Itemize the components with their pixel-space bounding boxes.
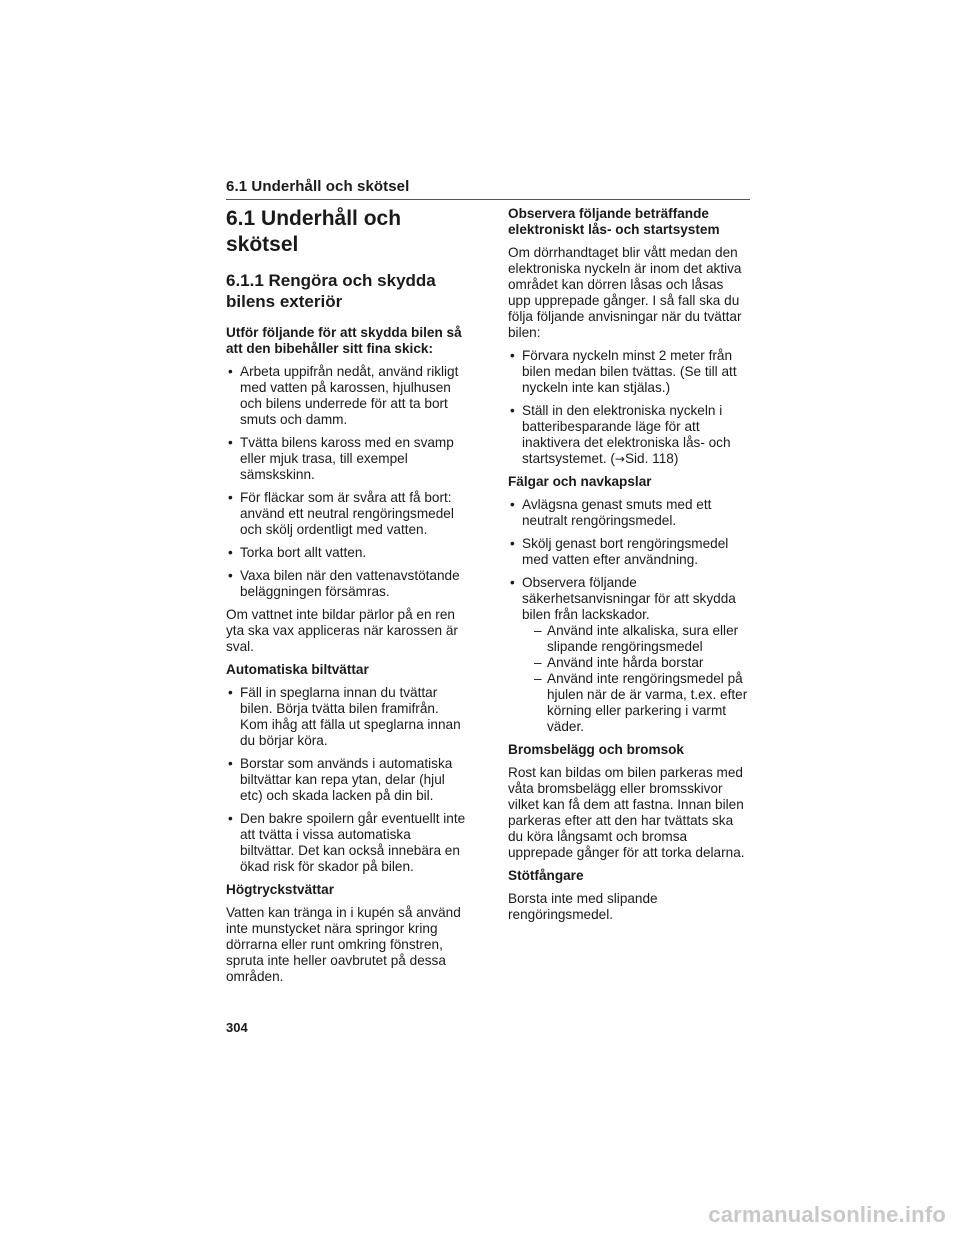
smart-key-list <box>508 348 748 467</box>
left-column <box>226 206 466 992</box>
page-number: 304 <box>226 1020 248 1035</box>
heading-smart-key-system: Observera följande beträffande elektroniskt lås- och startsystem <box>508 206 720 237</box>
arrow-right-icon: → <box>614 452 625 466</box>
automatic-car-wash-list <box>226 685 466 875</box>
list-item: • Vaxa bilen när den vattenavstötande beläggningen försämras. <box>226 568 466 600</box>
sublist-item: – Använd inte rengöringsmedel på hjulen när de är varma, t.ex. efter körning eller parkering i varmt väder. <box>522 671 748 735</box>
list-item: • Borstar som används i automatiska biltvättar kan repa ytan, delar (hjul etc) och skada lacken på din bil. <box>226 756 466 804</box>
wheels-list <box>508 497 748 735</box>
list-item: • Skölj genast bort rengöringsmedel med vatten efter användning. <box>508 536 748 568</box>
running-header: 6.1 Underhåll och skötsel <box>226 178 750 200</box>
list-item-with-reference <box>508 403 748 467</box>
heading-pressure-washer: Högtryckstvättar <box>226 882 335 897</box>
right-column <box>508 206 748 930</box>
list-item: • Torka bort allt vatten. <box>226 545 466 561</box>
list-item: • Arbeta uppifrån nedåt, använd rikligt med vatten på karossen, hjulhusen och bilens underrede för att ta bort smuts och damm. <box>226 364 466 428</box>
heading-automatic-car-wash: Automatiska biltvättar <box>226 662 369 677</box>
intro-heading: Utför följande för att skydda bilen så att den bibehåller sitt fina skick: <box>226 325 462 356</box>
list-item: • Fäll in speglarna innan du tvättar bilen. Börja tvätta bilen framifrån. Kom ihåg att fälla ut speglarna innan du börjar köra. <box>226 685 466 749</box>
subsection-title: 6.1.1 Rengöra och skydda bilens exteriör <box>226 271 436 311</box>
heading-brakes: Bromsbelägg och bromsok <box>508 742 684 757</box>
smart-key-paragraph: Om dörrhandtaget blir vått medan den elektroniska nyckeln är inom det aktiva området kan dörren låsas och låsas upp upprepade gånger. I så fall ska du följa följande anvisningar när du tvättar bilen: <box>508 245 742 340</box>
brakes-paragraph: Rost kan bildas om bilen parkeras med våta bromsbelägg eller bromsskivor vilket kan få dem att fastna. Innan bilen parkeras efter att den har tvättats ska du köra långsamt och bromsa upprepade gånger för att torka delarna. <box>508 765 745 860</box>
heading-wheels: Fälgar och navkapslar <box>508 474 652 489</box>
wax-paragraph: Om vattnet inte bildar pärlor på en ren yta ska vax appliceras när karossen är sval. <box>226 607 458 654</box>
list-item: • Den bakre spoilern går eventuellt inte att tvätta i vissa automatiska biltvättar. Det kan också innebära en ökad risk för skador på bilen. <box>226 811 466 875</box>
section-title: 6.1 Underhåll och skötsel <box>226 207 402 256</box>
list-item: • Avlägsna genast smuts med ett neutralt rengöringsmedel. <box>508 497 748 529</box>
list-item: • För fläckar som är svåra att få bort: använd ett neutral rengöringsmedel och skölj ordentligt med vatten. <box>226 490 466 538</box>
list-item: • Tvätta bilens kaross med en svamp eller mjuk trasa, till exempel sämskskinn. <box>226 435 466 483</box>
pressure-washer-paragraph: Vatten kan tränga in i kupén så använd inte munstycket nära springor kring dörrarna eller runt omkring fönstren, spruta inte heller oavbrutet på dessa områden. <box>226 905 461 984</box>
list-item-text: • Observera följande säkerhetsanvisningar för att skydda bilen från lackskador. <box>522 575 736 622</box>
bumper-paragraph: Borsta inte med slipande rengöringsmedel. <box>508 891 658 922</box>
cleaning-steps-list <box>226 364 466 600</box>
heading-bumper: Stötfångare <box>508 868 584 883</box>
list-item: • Förvara nyckeln minst 2 meter från bilen medan bilen tvättas. (Se till att nyckeln inte kan stjälas.) <box>508 348 748 396</box>
precautions-sublist <box>522 623 748 735</box>
page-reference-link[interactable]: Sid. 118) <box>624 451 679 466</box>
sublist-item: – Använd inte hårda borstar <box>522 655 748 671</box>
sublist-item: – Använd inte alkaliska, sura eller slipande rengöringsmedel <box>522 623 748 655</box>
list-item-text: Ställ in den elektroniska nyckeln i batteribesparande läge för att inaktivera det elektroniska lås- och startsystemet. ( <box>522 403 731 466</box>
list-item <box>508 575 748 735</box>
watermark: carmanualsonline.info <box>708 1202 946 1227</box>
